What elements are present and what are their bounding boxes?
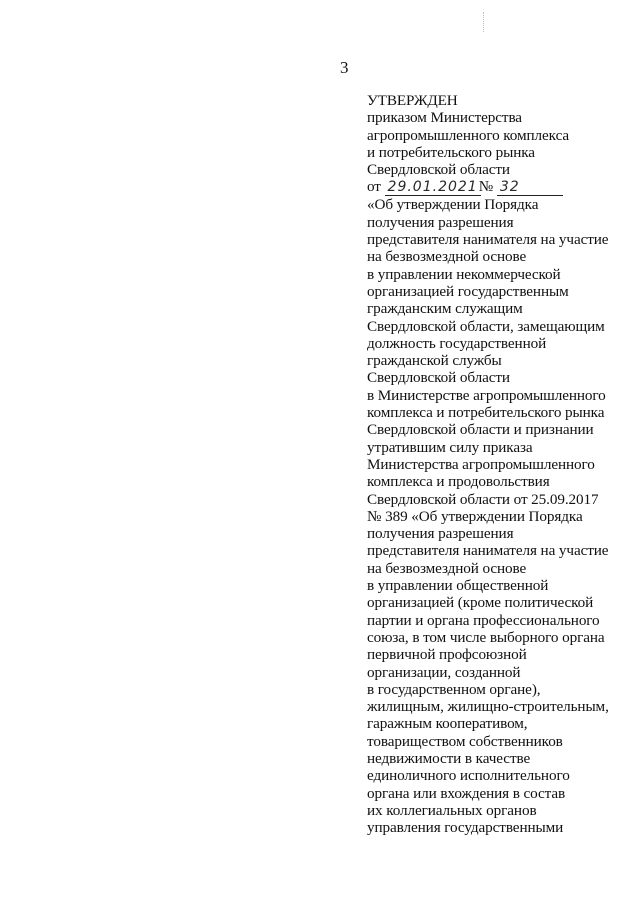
approval-line: первичной профсоюзной (367, 646, 527, 664)
approval-line: недвижимости в качестве (367, 749, 531, 767)
date-number-line (367, 178, 635, 196)
approval-line: Свердловской области (367, 161, 510, 179)
approval-line: получения разрешения (367, 525, 514, 543)
approval-line: партии и органа профессионального (367, 611, 600, 629)
approval-line: Свердловской области и признании (367, 421, 594, 439)
approval-block (367, 92, 635, 836)
approval-line: органа или вхождения в состав (367, 784, 566, 802)
scan-artifact (483, 12, 485, 32)
approval-line: на безвозмездной основе (367, 248, 527, 266)
approval-line: в Министерстве агропромышленного (367, 386, 606, 404)
date-prefix: от (367, 178, 381, 196)
approval-line: «Об утверждении Порядка (367, 196, 539, 214)
approval-line: организацией (кроме политической (367, 594, 594, 612)
approval-line: организации, созданной (367, 663, 521, 681)
approval-line: жилищным, жилищно-строительным, (367, 698, 609, 716)
number-sign: № (478, 178, 494, 196)
approval-line: организацией государственным (367, 282, 569, 300)
approval-line: представителя нанимателя на участие (367, 542, 609, 560)
approval-line: комплекса и продовольствия (367, 473, 550, 491)
handwritten-number: 32 (497, 180, 563, 196)
approval-line: Свердловской области от 25.09.2017 (367, 490, 599, 508)
approval-line: Свердловской области (367, 369, 510, 387)
approval-line: управления государственными (367, 819, 564, 837)
approval-line: Министерства агропромышленного (367, 455, 595, 473)
approval-line: гаражным кооперативом, (367, 715, 528, 733)
approval-line: агропромышленного комплекса (367, 126, 570, 144)
approval-line: Свердловской области, замещающим (367, 317, 605, 335)
approval-line: представителя нанимателя на участие (367, 231, 609, 249)
approval-line: № 389 «Об утверждении Порядка (367, 507, 583, 525)
approval-line: комплекса и потребительского рынка (367, 404, 605, 422)
approval-line: утратившим силу приказа (367, 438, 533, 456)
approval-line: в управлении некоммерческой (367, 265, 561, 283)
handwritten-date: 29.01.2021 (385, 180, 481, 196)
approval-line: их коллегиальных органов (367, 801, 537, 819)
approval-title: УТВЕРЖДЕН (367, 92, 458, 109)
approval-line: получения разрешения (367, 213, 514, 231)
page-number: 3 (340, 58, 349, 77)
approval-line: приказом Министерства (367, 109, 522, 127)
approval-line: союза, в том числе выборного органа (367, 628, 605, 646)
approval-line: единоличного исполнительного (367, 767, 570, 785)
approval-line: должность государственной (367, 334, 547, 352)
approval-line: и потребительского рынка (367, 143, 535, 161)
approval-line: на безвозмездной основе (367, 559, 527, 577)
approval-line: в государственном органе), (367, 680, 541, 698)
approval-line: гражданской службы (367, 352, 502, 370)
approval-line: в управлении общественной (367, 577, 549, 595)
approval-line: товариществом собственников (367, 732, 563, 750)
approval-line: гражданским служащим (367, 300, 523, 318)
